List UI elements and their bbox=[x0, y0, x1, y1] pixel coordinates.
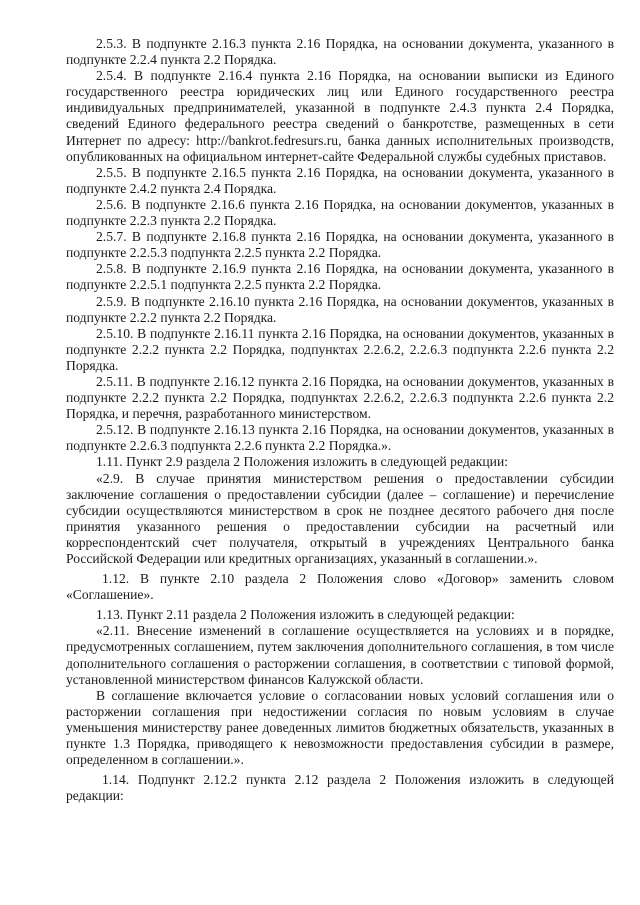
paragraph-1-14: 1.14. Подпункт 2.12.2 пункта 2.12 раздела 2 Положения изложить в следующей редакции: bbox=[66, 772, 614, 804]
paragraph-agreement-condition: В соглашение включается условие о согласовании новых условий соглашения или о расторжении соглашения при недостижении согласия по новым условиям в случае уменьшения министерству ранее доведенных лимитов бюджетных обязательств, указанных в пункте 1.3 Порядка, приводящего к невозможности предоставления субсидии в размере, определенном в соглашении.». bbox=[66, 687, 614, 768]
paragraph-2-5-8: 2.5.8. В подпункте 2.16.9 пункта 2.16 Порядка, на основании документа, указанного в подпункте 2.2.5.1 подпункта 2.2.5 пункта 2.2 Порядка. bbox=[66, 261, 614, 293]
paragraph-2-5-6: 2.5.6. В подпункте 2.16.6 пункта 2.16 Порядка, на основании документов, указанных в подпункте 2.2.3 пункта 2.2 Порядка. bbox=[66, 196, 614, 229]
paragraph-2-9-quote: «2.9. В случае принятия министерством решения о предоставлении субсидии заключение соглашения о предоставлении субсидии (далее – соглашение) и перечисление субсидии осуществляются министерством в срок не позднее десятого рабочего дня после принятия указанного решения о предоставлении субсидии на расчетный или корреспондентский счет получателя, открытый в учреждениях Центрального банка Российской Федерации или кредитных организациях, указанный в соглашении.». bbox=[66, 470, 614, 566]
paragraph-2-5-9: 2.5.9. В подпункте 2.16.10 пункта 2.16 Порядка, на основании документов, указанных в подпункте 2.2.2 пункта 2.2 Порядка. bbox=[66, 293, 614, 325]
paragraph-2-5-5: 2.5.5. В подпункте 2.16.5 пункта 2.16 Порядка, на основании документа, указанного в подпункте 2.4.2 пункта 2.4 Порядка. bbox=[66, 164, 614, 196]
paragraph-2-5-3: 2.5.3. В подпункте 2.16.3 пункта 2.16 Порядка, на основании документа, указанного в подпункте 2.2.4 пункта 2.2 Порядка. bbox=[66, 36, 614, 68]
paragraph-1-13: 1.13. Пункт 2.11 раздела 2 Положения изложить в следующей редакции: bbox=[96, 607, 515, 623]
paragraph-2-5-11: 2.5.11. В подпункте 2.16.12 пункта 2.16 Порядка, на основании документов, указанных в подпункте 2.2.2 пункта 2.2 Порядка, подпунктах 2.2.6.2, 2.2.6.3 подпункта 2.2.6 пункта 2.2 Порядка, и перечня, разработанного министерством. bbox=[66, 373, 614, 422]
paragraph-2-5-7: 2.5.7. В подпункте 2.16.8 пункта 2.16 Порядка, на основании документа, указанного в подпункте 2.2.5.3 подпункта 2.2.5 пункта 2.2 Порядка. bbox=[66, 229, 614, 261]
paragraph-1-12: 1.12. В пункте 2.10 раздела 2 Положения слово «Договор» заменить словом «Соглашение». bbox=[66, 571, 614, 603]
paragraph-2-11-quote: «2.11. Внесение изменений в соглашение осуществляется на условиях и в порядке, предусмотренных соглашением, путем заключения дополнительного соглашения, в том числе дополнительного соглашения о расторжении соглашения, в соответствии с типовой формой, установленной министерством финансов Калужской области. bbox=[66, 623, 614, 687]
paragraph-2-5-4: 2.5.4. В подпункте 2.16.4 пункта 2.16 Порядка, на основании выписки из Единого государственного реестра юридических лиц или Единого государственного реестра индивидуальных предпринимателей, указанной в подпункте 2.4.3 пункта 2.4 Порядка, сведений Единого федерального реестра сведений о банкротстве, размещенных в сети Интернет по адресу: http://bankrot.fedresurs.ru, банка данных исполнительных производств, опубликованных на официальном интернет-сайте Федеральной службы судебных приставов. bbox=[66, 68, 614, 164]
paragraph-2-5-10: 2.5.10. В подпункте 2.16.11 пункта 2.16 Порядка, на основании документов, указанных в подпункте 2.2.2 пункта 2.2 Порядка, подпунктах 2.2.6.2, 2.2.6.3 подпункта 2.2.6 пункта 2.2 Порядка. bbox=[66, 325, 614, 373]
paragraph-1-11: 1.11. Пункт 2.9 раздела 2 Положения изложить в следующей редакции: bbox=[96, 454, 508, 470]
document-body bbox=[66, 36, 614, 804]
paragraph-2-5-12: 2.5.12. В подпункте 2.16.13 пункта 2.16 Порядка, на основании документов, указанных в подпункте 2.2.6.3 подпункта 2.2.6 пункта 2.2 Порядка.». bbox=[66, 422, 614, 454]
